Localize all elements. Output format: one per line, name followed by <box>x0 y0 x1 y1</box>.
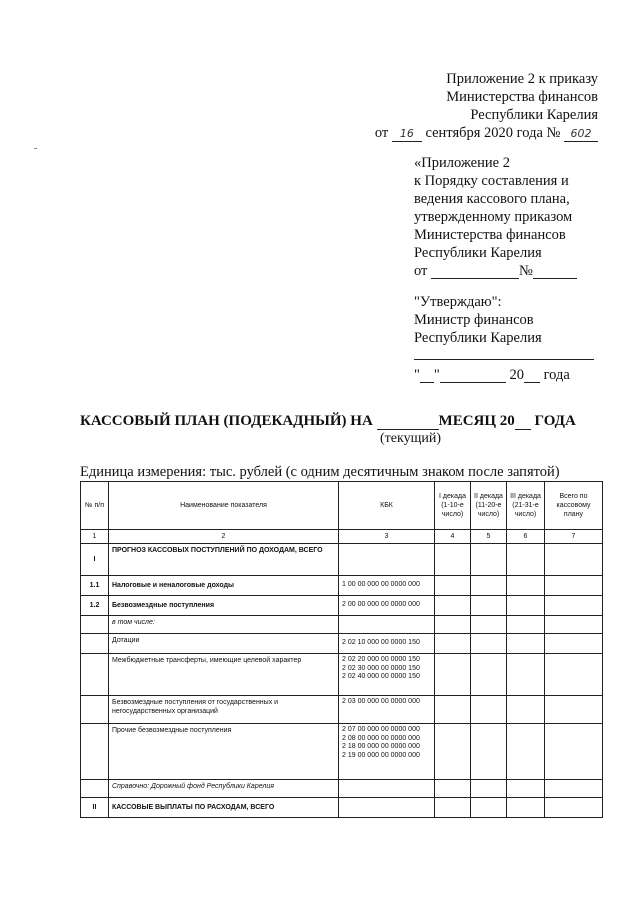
appendix-date-line <box>414 262 577 280</box>
row-value-cell <box>507 654 545 696</box>
row-kbk <box>339 654 435 696</box>
table-row <box>81 724 603 780</box>
kbk-code: 2 00 00 000 00 0000 000 <box>342 601 420 609</box>
header-decade-3: III декада (21-31-е число) <box>507 482 545 530</box>
column-number-row <box>81 530 603 544</box>
order-number-handwritten: 602 <box>564 127 598 142</box>
approval-line-1: "Утверждаю": <box>414 294 502 310</box>
order-line-3: Республики Карелия <box>470 107 598 123</box>
row-value-cell <box>545 654 603 696</box>
row-number: I <box>81 544 109 576</box>
table-row <box>81 576 603 596</box>
title-prefix: КАССОВЫЙ ПЛАН (ПОДЕКАДНЫЙ) НА <box>80 413 373 429</box>
header-decade-2: II декада (11-20-е число) <box>471 482 507 530</box>
row-indicator-name: Безвозмездные поступления от государственных и негосударственных организаций <box>109 696 339 724</box>
kbk-code: 2 02 40 000 00 0000 150 <box>342 673 420 680</box>
title-suffix: ГОДА <box>534 413 576 429</box>
row-value-cell <box>507 616 545 634</box>
kbk-code: 2 08 00 000 00 0000 000 <box>342 734 420 742</box>
col-number: 4 <box>435 530 471 544</box>
col-number: 5 <box>471 530 507 544</box>
row-indicator-name: Налоговые и неналоговые доходы <box>109 576 339 596</box>
row-value-cell <box>471 780 507 798</box>
row-number <box>81 654 109 696</box>
row-value-cell <box>471 576 507 596</box>
row-indicator-name: в том числе: <box>109 616 339 634</box>
row-kbk <box>339 634 435 654</box>
units-line: Единица измерения: тыс. рублей (с одним десятичным знаком после запятой) <box>80 464 560 480</box>
table-row <box>81 696 603 724</box>
row-value-cell <box>545 798 603 818</box>
kbk-code: 2 03 00 000 00 0000 000 <box>342 698 420 705</box>
approval-date-line <box>414 366 594 384</box>
approval-year-blank <box>524 368 540 383</box>
row-value-cell <box>545 576 603 596</box>
row-value-cell <box>471 616 507 634</box>
appendix-block <box>414 154 577 280</box>
row-value-cell <box>507 576 545 596</box>
header-num: № п/п <box>81 482 109 530</box>
row-kbk <box>339 798 435 818</box>
appendix-num-sign: № <box>519 263 533 279</box>
table-row <box>81 780 603 798</box>
title-subtitle: (текущий) <box>380 431 442 446</box>
title-month-blank <box>377 414 439 430</box>
row-number <box>81 780 109 798</box>
header-name: Наименование показателя <box>109 482 339 530</box>
row-number <box>81 724 109 780</box>
row-value-cell <box>545 544 603 576</box>
row-value-cell <box>435 616 471 634</box>
col-number: 7 <box>545 530 603 544</box>
row-indicator-name: Дотации <box>109 634 339 654</box>
table-row <box>81 596 603 616</box>
row-kbk <box>339 724 435 780</box>
kbk-code: 2 07 00 000 00 0000 000 <box>342 726 420 733</box>
signature-line <box>414 347 594 360</box>
appendix-line-4: утвержденному приказом <box>414 209 573 225</box>
row-value-cell <box>507 596 545 616</box>
approval-day-blank <box>420 368 434 383</box>
row-value-cell <box>471 634 507 654</box>
kbk-code: 1 00 00 000 00 0000 000 <box>342 581 420 589</box>
row-value-cell <box>545 596 603 616</box>
row-number: II <box>81 798 109 818</box>
row-value-cell <box>435 634 471 654</box>
order-date-mid: сентября 2020 года № <box>425 125 561 141</box>
header-kbk: КБК <box>339 482 435 530</box>
appendix-line-5: Министерства финансов <box>414 227 566 243</box>
row-indicator-name: ПРОГНОЗ КАССОВЫХ ПОСТУПЛЕНИЙ ПО ДОХОДАМ, ВСЕГО <box>109 544 339 576</box>
scan-speck <box>34 148 37 149</box>
table-row <box>81 654 603 696</box>
row-indicator-name: Безвозмездные поступления <box>109 596 339 616</box>
row-value-cell <box>545 616 603 634</box>
title-middle: МЕСЯЦ 20 <box>438 413 515 429</box>
row-value-cell <box>471 596 507 616</box>
row-kbk <box>339 696 435 724</box>
row-value-cell <box>435 696 471 724</box>
approval-month-blank <box>440 368 506 383</box>
row-number <box>81 696 109 724</box>
row-value-cell <box>545 724 603 780</box>
row-value-cell <box>545 696 603 724</box>
row-kbk <box>339 780 435 798</box>
document-title <box>80 413 600 430</box>
row-number <box>81 634 109 654</box>
kbk-code: 2 19 00 000 00 0000 000 <box>342 751 420 759</box>
row-value-cell <box>435 724 471 780</box>
approval-block <box>414 293 594 384</box>
row-value-cell <box>545 634 603 654</box>
row-kbk <box>339 596 435 616</box>
table-row <box>81 616 603 634</box>
kbk-code: 2 02 30 000 00 0000 150 <box>342 664 420 672</box>
row-value-cell <box>507 696 545 724</box>
appendix-line-2: к Порядку составления и <box>414 173 569 189</box>
order-line-1: Приложение 2 к приказу <box>446 71 598 87</box>
appendix-num-blank <box>533 264 577 279</box>
row-indicator-name: Прочие безвозмездные поступления <box>109 724 339 780</box>
order-line-2: Министерства финансов <box>446 89 598 105</box>
row-value-cell <box>435 780 471 798</box>
approval-quote-close: " <box>433 367 440 383</box>
order-date-prefix: от <box>374 125 389 141</box>
row-number: 1.1 <box>81 576 109 596</box>
approval-line-2: Министр финансов <box>414 312 534 328</box>
approval-year-prefix: 20 <box>509 367 524 383</box>
row-value-cell <box>471 798 507 818</box>
header-decade-1: I декада (1-10-е число) <box>435 482 471 530</box>
table-row <box>81 544 603 576</box>
row-value-cell <box>435 654 471 696</box>
row-value-cell <box>435 596 471 616</box>
table-row <box>81 798 603 818</box>
table-header-row <box>81 482 603 530</box>
row-value-cell <box>507 634 545 654</box>
approval-year-suffix: года <box>543 367 570 383</box>
order-line-4 <box>375 124 598 142</box>
row-kbk <box>339 576 435 596</box>
row-indicator-name: КАССОВЫЕ ВЫПЛАТЫ ПО РАСХОДАМ, ВСЕГО <box>109 798 339 818</box>
row-value-cell <box>435 576 471 596</box>
appendix-line-1: «Приложение 2 <box>414 155 510 171</box>
cash-plan-table <box>80 481 603 818</box>
col-number: 3 <box>339 530 435 544</box>
row-value-cell <box>507 544 545 576</box>
row-indicator-name: Межбюджетные трансферты, имеющие целевой характер <box>109 654 339 696</box>
kbk-code: 2 18 00 000 00 0000 000 <box>342 743 420 750</box>
row-value-cell <box>435 544 471 576</box>
appendix-line-3: ведения кассового плана, <box>414 191 570 207</box>
kbk-code: 2 02 10 000 00 0000 150 <box>342 639 420 647</box>
title-year-blank <box>515 414 531 430</box>
row-value-cell <box>471 544 507 576</box>
approval-quote-open: " <box>414 367 420 383</box>
row-value-cell <box>471 696 507 724</box>
row-number <box>81 616 109 634</box>
col-number: 2 <box>109 530 339 544</box>
table-row <box>81 634 603 654</box>
header-total: Всего по кассовому плану <box>545 482 603 530</box>
row-value-cell <box>507 724 545 780</box>
row-indicator-name: Справочно: Дорожный фонд Республики Карелия <box>109 780 339 798</box>
row-value-cell <box>471 654 507 696</box>
row-value-cell <box>435 798 471 818</box>
row-value-cell <box>507 780 545 798</box>
row-kbk <box>339 544 435 576</box>
order-reference <box>375 70 598 142</box>
appendix-date-blank <box>431 264 519 279</box>
row-number: 1.2 <box>81 596 109 616</box>
row-value-cell <box>471 724 507 780</box>
row-value-cell <box>545 780 603 798</box>
col-number: 1 <box>81 530 109 544</box>
order-day-handwritten: 16 <box>392 127 422 142</box>
approval-line-3: Республики Карелия <box>414 330 542 346</box>
row-value-cell <box>507 798 545 818</box>
appendix-line-6: Республики Карелия <box>414 245 542 261</box>
row-kbk <box>339 616 435 634</box>
col-number: 6 <box>507 530 545 544</box>
appendix-date-prefix: от <box>414 263 428 279</box>
kbk-code: 2 02 20 000 00 0000 150 <box>342 656 420 663</box>
